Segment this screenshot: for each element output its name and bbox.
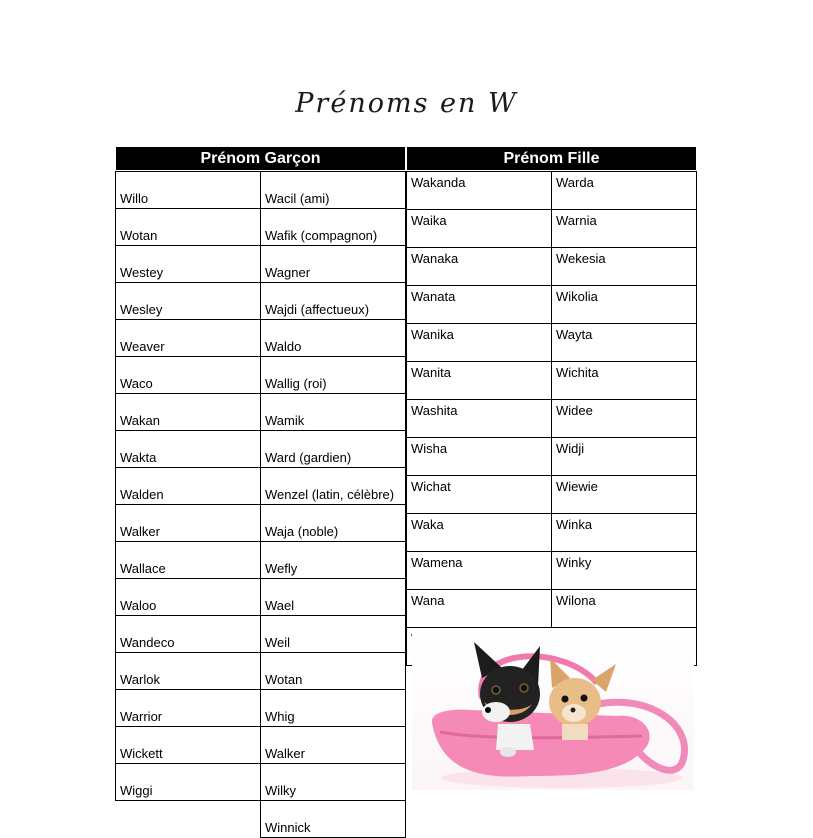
- boy-name-row-cell: Wallig (roi): [261, 357, 406, 394]
- boy-name-row-cell: Warrior: [116, 690, 261, 727]
- boy-name-row-cell: Waldo: [261, 320, 406, 357]
- boy-name-row-cell: Wacil (ami): [261, 172, 406, 209]
- girl-name-row: [407, 248, 697, 286]
- pink-bag: [432, 710, 650, 777]
- girl-name-row-cell: Warnia: [552, 210, 697, 248]
- girl-name-row: [407, 514, 697, 552]
- boy-name-row: [116, 431, 406, 468]
- girls-column-header: Prénom Fille: [407, 147, 696, 170]
- girl-name-row-cell: Wekesia: [552, 248, 697, 286]
- boy-name-row: [116, 468, 406, 505]
- boy-name-row-cell: Wamik: [261, 394, 406, 431]
- boy-name-row-cell: Wilky: [261, 764, 406, 801]
- boy-name-row-cell: Wotan: [261, 653, 406, 690]
- girl-name-row-cell: Wisha: [407, 438, 552, 476]
- boy-name-row: [116, 209, 406, 246]
- girl-name-row: [407, 362, 697, 400]
- boy-name-row-cell: Whig: [261, 690, 406, 727]
- boy-name-row: [116, 283, 406, 320]
- boy-name-row-cell: Wiggi: [116, 764, 261, 801]
- girl-name-row: [407, 286, 697, 324]
- girl-name-row-cell: Wakanda: [407, 172, 552, 210]
- boy-name-row-cell: Walker: [116, 505, 261, 542]
- boy-name-row-cell: Waja (noble): [261, 505, 406, 542]
- chihuahua-illustration: [412, 628, 694, 790]
- boy-name-row-cell: Winnick: [261, 801, 406, 838]
- boy-name-row-cell: Wallace: [116, 542, 261, 579]
- boy-name-row-cell: Warlok: [116, 653, 261, 690]
- boy-name-row: [116, 653, 406, 690]
- boy-name-row-cell: Wakta: [116, 431, 261, 468]
- boy-name-row: [116, 579, 406, 616]
- boy-name-row: [116, 616, 406, 653]
- boy-name-row: [116, 690, 406, 727]
- boy-name-row-cell: Wandeco: [116, 616, 261, 653]
- boy-name-row-cell: Wafik (compagnon): [261, 209, 406, 246]
- boy-name-row: [116, 801, 406, 838]
- girl-name-row-cell: Wikolia: [552, 286, 697, 324]
- girl-name-row: [407, 552, 697, 590]
- boy-name-row: [116, 357, 406, 394]
- girl-name-row: [407, 438, 697, 476]
- boy-name-row-cell: Willo: [116, 172, 261, 209]
- girl-name-row: [407, 590, 697, 628]
- boy-name-row-cell: Wotan: [116, 209, 261, 246]
- girl-name-row: [407, 400, 697, 438]
- boy-name-row-cell: Wagner: [261, 246, 406, 283]
- girl-name-row-cell: Wichita: [552, 362, 697, 400]
- girl-name-row-cell: Wamena: [407, 552, 552, 590]
- boy-name-row: [116, 394, 406, 431]
- boy-name-row-cell: Waco: [116, 357, 261, 394]
- boy-name-row-cell: Wefly: [261, 542, 406, 579]
- boy-name-row-cell: Walker: [261, 727, 406, 764]
- boy-name-row-cell: Westey: [116, 246, 261, 283]
- girl-name-row-cell: Wanaka: [407, 248, 552, 286]
- boy-name-row-cell: Waloo: [116, 579, 261, 616]
- girl-name-row-cell: Wilona: [552, 590, 697, 628]
- girl-name-row-cell: Wichat: [407, 476, 552, 514]
- chihuahuas-in-pink-bag-photo: [412, 628, 694, 790]
- boys-column-header: Prénom Garçon: [116, 147, 405, 170]
- boy-name-row: [116, 764, 406, 801]
- girl-name-row-cell: Wana: [407, 590, 552, 628]
- boy-name-row-cell: Wenzel (latin, célèbre): [261, 468, 406, 505]
- page-title: Prénoms en W: [295, 88, 518, 119]
- girl-name-row-cell: Waka: [407, 514, 552, 552]
- boy-name-row: [116, 320, 406, 357]
- girls-names-table: [406, 171, 697, 666]
- boy-name-row: [116, 542, 406, 579]
- girl-name-row: [407, 476, 697, 514]
- girl-name-row-cell: Wiewie: [552, 476, 697, 514]
- boy-name-row-cell: Wickett: [116, 727, 261, 764]
- girl-name-row-cell: Washita: [407, 400, 552, 438]
- boy-name-row-cell: Ward (gardien): [261, 431, 406, 468]
- girl-name-row-cell: Wanata: [407, 286, 552, 324]
- boy-name-row-cell: Weil: [261, 616, 406, 653]
- boy-name-row: [116, 246, 406, 283]
- girl-name-row-cell: Wanika: [407, 324, 552, 362]
- girl-name-row-cell: Winka: [552, 514, 697, 552]
- boy-name-row-cell: Wakan: [116, 394, 261, 431]
- girl-name-row: [407, 172, 697, 210]
- boy-name-row-cell: Walden: [116, 468, 261, 505]
- boy-name-row: [116, 172, 406, 209]
- girl-name-row-cell: Wanita: [407, 362, 552, 400]
- boy-name-row: [116, 727, 406, 764]
- girl-name-row: [407, 210, 697, 248]
- boy-name-row-cell: [116, 801, 261, 838]
- boy-name-row: [116, 505, 406, 542]
- girl-name-row-cell: Widee: [552, 400, 697, 438]
- boys-names-table: [115, 171, 406, 838]
- boy-name-row-cell: Weaver: [116, 320, 261, 357]
- girl-name-row: [407, 324, 697, 362]
- girl-name-row-cell: Waika: [407, 210, 552, 248]
- boy-name-row-cell: Wael: [261, 579, 406, 616]
- boy-name-row-cell: Wesley: [116, 283, 261, 320]
- girl-name-row-cell: Winky: [552, 552, 697, 590]
- girl-name-row-cell: Wayta: [552, 324, 697, 362]
- girl-name-row-cell: Warda: [552, 172, 697, 210]
- girl-name-row-cell: Widji: [552, 438, 697, 476]
- boy-name-row-cell: Wajdi (affectueux): [261, 283, 406, 320]
